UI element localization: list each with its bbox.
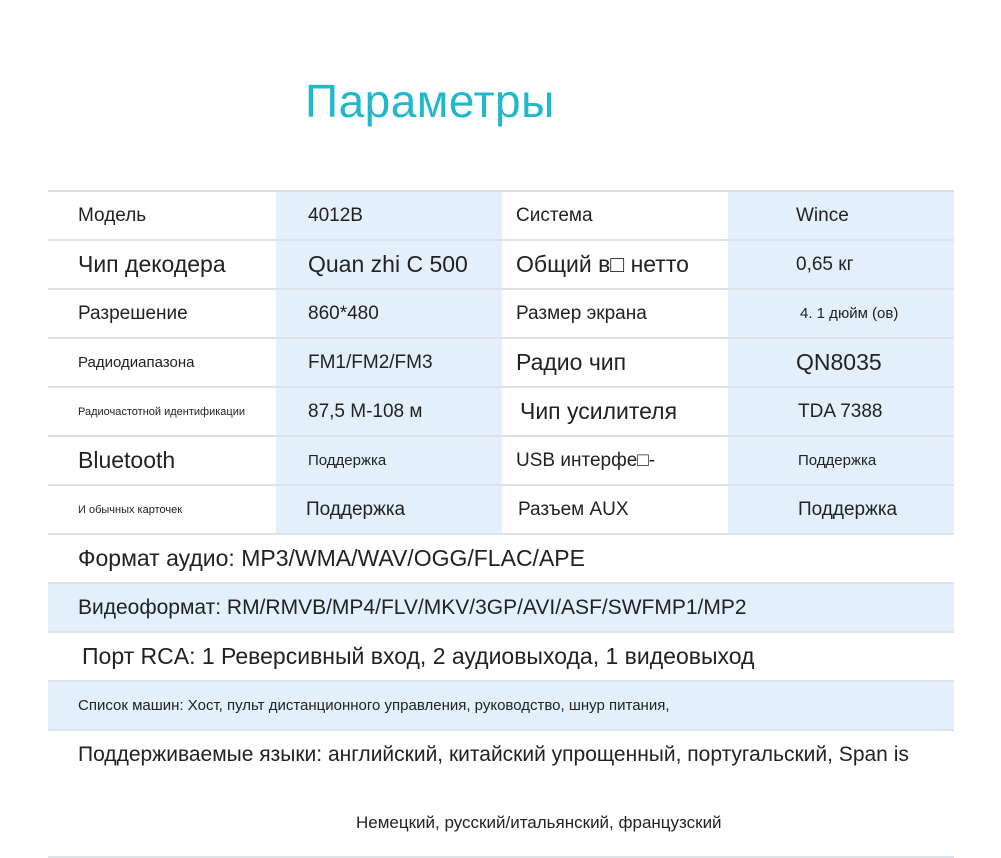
value-aux: Поддержка [728,486,954,533]
languages-row [48,731,954,858]
table-row [48,584,954,633]
table-row [48,682,954,731]
label-bluetooth: Bluetooth [78,447,176,473]
value-decoder-chip: Quan zhi C 500 [276,241,502,288]
video-format: Видеоформат: RM/RMVB/MP4/FLV/MKV/3GP/AVI/ASF/SWFMP1/MP2 [78,595,747,619]
label-cards: И обычных карточек [78,503,183,516]
value-model: 4012B [276,192,502,239]
languages-line-2: Немецкий, русский/итальянский, французский [356,813,722,832]
value-cards: Поддержка [276,486,502,533]
rca-port: Порт RCA: 1 Реверсивный вход, 2 аудиовыхода, 1 видеовыход [82,643,755,669]
label-decoder-chip: Чип декодера [78,251,226,277]
label-aux: Разъем AUX [518,498,629,520]
value-system: Wince [728,192,954,239]
label-usb-interface: USB интерфе□- [516,449,656,471]
value-rf-id: 87,5 M-108 м [276,388,502,435]
label-model: Модель [78,204,147,226]
label-net-weight: Общий в□ нетто [516,251,689,277]
label-amplifier-chip: Чип усилителя [520,398,678,424]
value-radio-chip: QN8035 [728,339,954,386]
package-list: Список машин: Хост, пульт дистанционного управления, руководство, шнур питания, [78,697,670,714]
table-row [48,633,954,682]
label-radio-chip: Радио чип [516,349,627,375]
table-row [48,339,954,388]
table-row [48,192,954,241]
table-row [48,290,954,339]
label-radio-band: Радиодиапазона [78,354,195,371]
value-screen-size: 4. 1 дюйм (ов) [728,290,954,337]
table-row [48,241,954,290]
value-amplifier-chip: TDA 7388 [728,388,954,435]
value-radio-band: FM1/FM2/FM3 [276,339,502,386]
languages-line-1: Поддерживаемые языки: английский, китайский упрощенный, португальский, Span is [78,743,909,766]
table-row [48,486,954,535]
table-row [48,388,954,437]
label-system: Система [516,204,593,226]
value-resolution: 860*480 [276,290,502,337]
value-bluetooth: Поддержка [276,437,502,484]
label-resolution: Разрешение [78,302,188,324]
value-net-weight: 0,65 кг [728,241,954,288]
label-rf-id: Радиочастотной идентификации [78,405,245,418]
table-row [48,437,954,486]
page-title: Параметры [305,75,555,127]
value-usb-interface: Поддержка [728,437,954,484]
spec-table [48,190,954,858]
audio-format: Формат аудио: MP3/WMA/WAV/OGG/FLAC/APE [78,545,585,571]
table-row [48,535,954,584]
label-screen-size: Размер экрана [516,302,647,324]
